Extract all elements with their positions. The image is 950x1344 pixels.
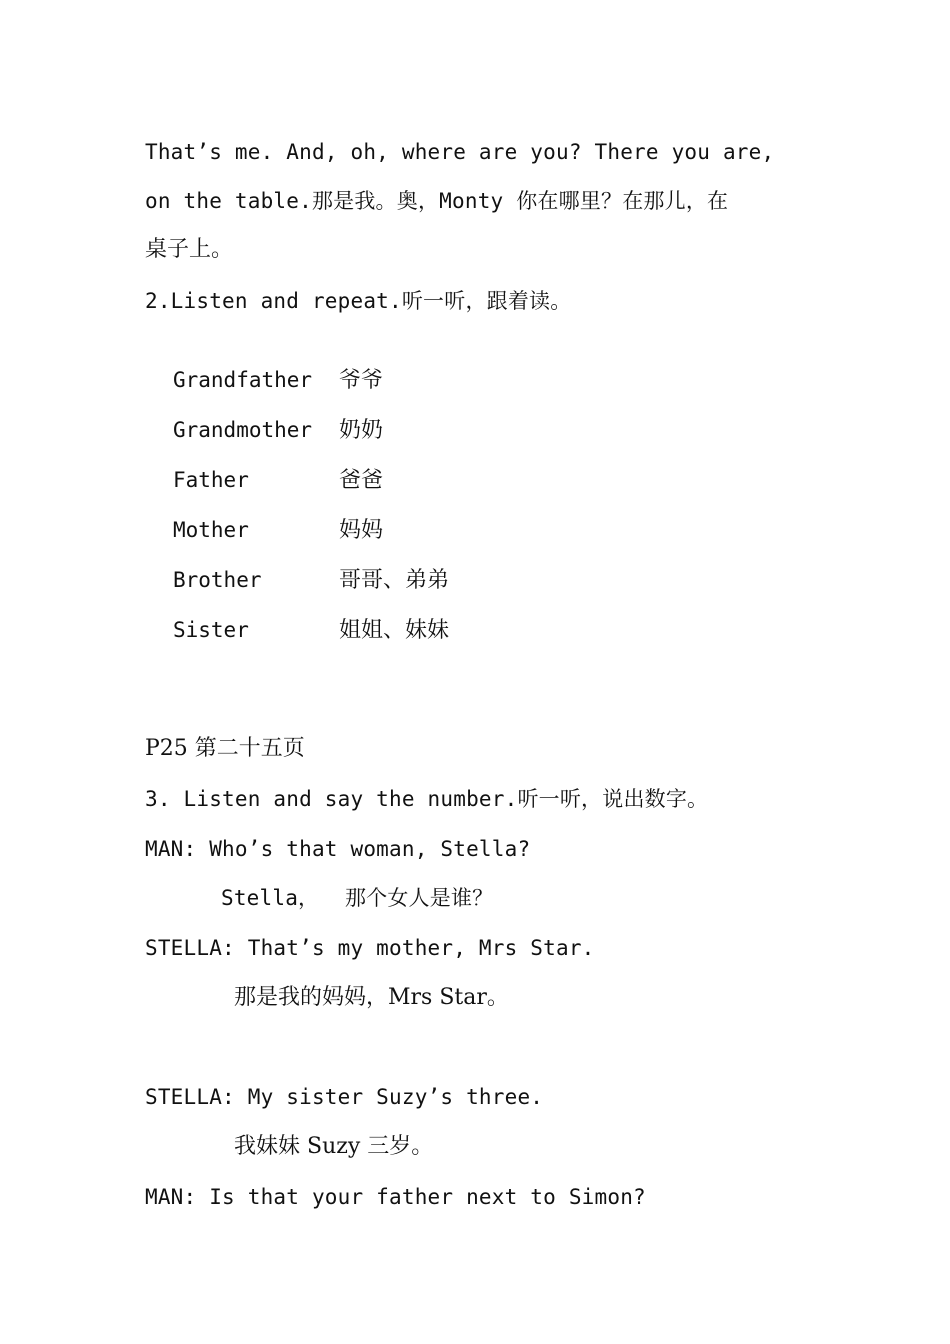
- vocab-meaning: 哥哥、弟弟: [338, 568, 449, 593]
- dialogue-translation: Stella， 那个女人是谁？: [221, 886, 494, 910]
- vocab-term: Mother: [172, 518, 249, 542]
- vocab-row: [145, 385, 383, 443]
- vocab-row: [145, 335, 383, 393]
- vocab-meaning: 爷爷: [338, 368, 383, 393]
- vocab-term: Grandfather: [172, 368, 313, 392]
- vocab-meaning: 妈妈: [338, 518, 383, 543]
- vocab-meaning: 姐姐、妹妹: [338, 618, 449, 643]
- dialogue-line-man: MAN: Who’s that woman, Stella?: [145, 837, 531, 861]
- dialogue-translation: 那是我的妈妈，Mrs Star。: [234, 985, 509, 1010]
- vocab-row: [145, 535, 449, 593]
- vocab-meaning: 爸爸: [338, 468, 383, 493]
- vocab-row: [145, 585, 449, 643]
- dialogue-translation: 我妹妹 Suzy 三岁。: [234, 1134, 434, 1159]
- intro-line-3: 桌子上。: [145, 237, 234, 262]
- vocab-meaning: 奶奶: [338, 418, 383, 443]
- dialogue-line-man: MAN: Is that your father next to Simon?: [145, 1185, 646, 1209]
- exercise-2-heading: 2.Listen and repeat.听一听，跟着读。: [145, 289, 572, 313]
- page-25-title: P25 第二十五页: [145, 736, 305, 761]
- exercise-3-heading: 3. Listen and say the number.听一听，说出数字。: [145, 787, 709, 811]
- vocab-term: Brother: [172, 568, 262, 592]
- dialogue-line-stella: STELLA: My sister Suzy’s three.: [145, 1085, 544, 1109]
- vocab-row: [145, 435, 383, 493]
- intro-line-1: That’s me. And, oh, where are you? There you are,: [145, 140, 775, 164]
- vocab-row: [145, 485, 383, 543]
- intro-line-2: on the table.那是我。奥，Monty 你在哪里？在那儿，在: [145, 189, 729, 213]
- dialogue-line-stella: STELLA: That’s my mother, Mrs Star.: [145, 936, 595, 960]
- vocab-term: Sister: [172, 618, 249, 642]
- vocab-term: Father: [172, 468, 249, 492]
- vocab-term: Grandmother: [172, 418, 313, 442]
